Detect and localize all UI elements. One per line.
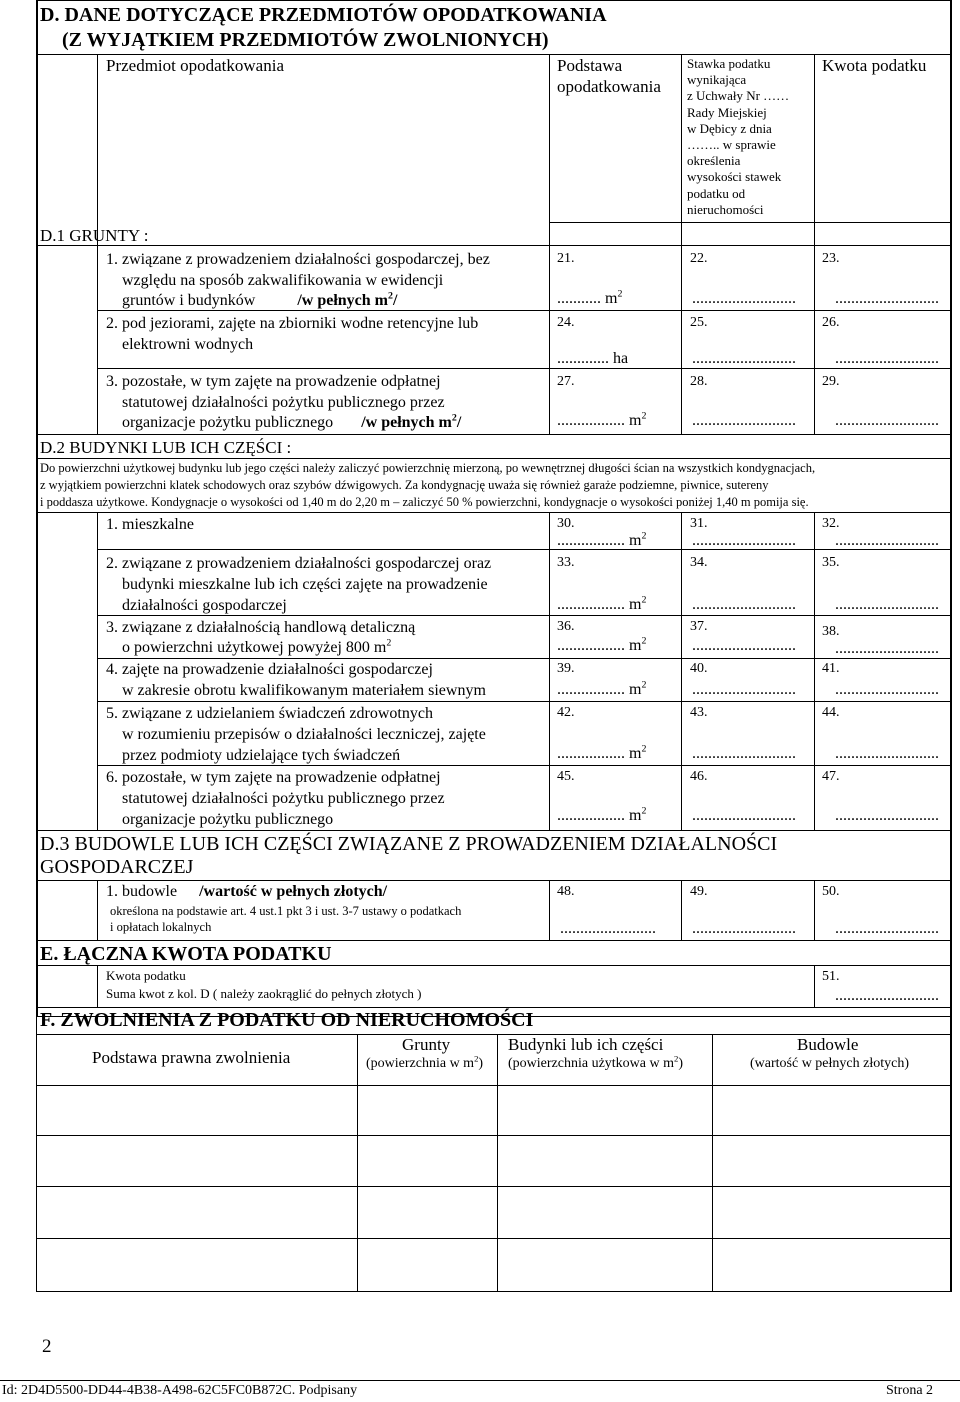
header-rate-line: wysokości stawek <box>687 169 782 185</box>
d2-r6-line1: 6. pozostałe, w tym zajęte na prowadzenie odpłatnej <box>106 769 441 786</box>
f-col2 <box>497 1034 498 1292</box>
d2-title: D.2 BUDYNKI LUB ICH CZĘŚCI : <box>40 438 292 457</box>
d1-r3-n2: 28. <box>690 374 708 389</box>
d3-bottom-line <box>36 940 952 941</box>
d2-r1-basis: ................. $m^2$ <box>557 530 647 549</box>
e-amount-dots: .......................... <box>835 987 939 1004</box>
f-row3 <box>36 1238 952 1239</box>
d2-r3-n1: 36. <box>557 619 575 634</box>
d1-row2-line <box>97 368 952 369</box>
d2-r6-line <box>36 830 952 831</box>
d3-col1 <box>549 880 550 940</box>
d1-r1-n3: 23. <box>822 251 840 266</box>
e-title: E. ŁĄCZNA KWOTA PODATKU <box>40 943 332 965</box>
d2-r2-basis: ................. $m^2$ <box>557 594 647 613</box>
d2-r6-basis: ................. $m^2$ <box>557 805 647 824</box>
d2-col1 <box>549 512 550 830</box>
header-rate-line: nieruchomości <box>687 201 764 217</box>
d3-r1-line1: 1. budowle /wartość w pełnych złotych/ <box>106 883 388 900</box>
d2-r3-line1: 3. związane z działalnością handlową detaliczną <box>106 619 416 636</box>
d2-r2-rate: .......................... <box>692 596 796 613</box>
d2-r3-basis: ................. $m^2$ <box>557 635 647 654</box>
d2-r5-line <box>97 765 952 766</box>
d1-r2-n1: 24. <box>557 315 575 330</box>
d3-col3 <box>814 880 815 940</box>
d2-note-1: Do powierzchni użytkowej budynku lub jego części należy zaliczyć powierzchnię mierzoną, po wewnętrznej długości ścian na wszystkich kondygnacjach, <box>40 461 816 475</box>
outer-left-border <box>36 0 38 1016</box>
d2-r4-amount: .......................... <box>835 681 939 698</box>
header-rate-line: w Dębicy z dnia <box>687 120 772 136</box>
e-line2: Suma kwot z kol. D ( należy zaokrąglić do pełnych złotych ) <box>106 986 422 1001</box>
f-col-buildings-sub: (powierzchnia użytkowa w $m^2$) <box>508 1053 684 1071</box>
d1-r2-basis: ............. ha <box>557 350 629 367</box>
d2-r6-n2: 46. <box>690 769 708 784</box>
d2-r4-line1: 4. zajęte na prowadzenie działalności gospodarczej <box>106 661 433 678</box>
d2-r5-line2: w rozumieniu przepisów o działalności leczniczej, zajęte <box>122 726 486 743</box>
d1-r3-basis: ................. $m^2$ <box>557 410 647 429</box>
d1-r2-n2: 25. <box>690 315 708 330</box>
d2-r6-line2: statutowej działalności pożytku publicznego przez <box>122 790 445 807</box>
d1-r1-line1: 1. związane z prowadzeniem działalności gospodarczej, bez <box>106 251 490 268</box>
d2-r6-n3: 47. <box>822 769 840 784</box>
e-inner-left <box>97 965 98 1007</box>
d2-r1-line1: 1. mieszkalne <box>106 516 194 533</box>
d2-r4-n3: 41. <box>822 661 840 676</box>
d1-row3-line <box>36 434 952 435</box>
d2-r2-line3: działalności gospodarczej <box>122 597 287 614</box>
section-d-title: D. DANE DOTYCZĄCE PRZEDMIOTÓW OPODATKOWANIA <box>40 4 607 26</box>
d3-n3: 50. <box>822 884 840 899</box>
d2-r5-line3: przez podmioty udzielające tych świadczeń <box>122 747 401 764</box>
outer-right-border <box>950 0 952 1016</box>
footer-page: Strona 2 <box>886 1383 934 1398</box>
f-row4 <box>36 1291 952 1292</box>
d1-r1-basis: ........... $m^2$ <box>557 288 623 307</box>
d1-r1-rate-dots: .......................... <box>692 290 796 307</box>
d2-r6-amount: .......................... <box>835 807 939 824</box>
d3-inner-left <box>97 880 98 940</box>
f-right <box>950 1016 952 1292</box>
d1-r1-line3: gruntów i budynków /w pełnych $m^2/$ <box>122 290 398 309</box>
d2-r4-rate: .......................... <box>692 681 796 698</box>
header-rate-line: …….. w sprawie <box>687 137 776 153</box>
header-rate-line: Rady Miejskiej <box>687 104 767 120</box>
d2-r6-rate: .......................... <box>692 807 796 824</box>
header-rate-line: podatku od <box>687 185 746 201</box>
f-col-land-sub: (powierzchnia w $m^2$) <box>366 1053 484 1071</box>
d2-inner-left <box>97 512 98 830</box>
d3-title-2: GOSPODARCZEJ <box>40 856 194 878</box>
d2-r5-n1: 42. <box>557 705 575 720</box>
footer-id: Id: 2D4D5500-DD44-4B38-A498-62C5FC0B872C. Podpisany <box>2 1383 358 1398</box>
d1-r1-amount-dots: .......................... <box>835 290 939 307</box>
d2-r3-amount: .......................... <box>835 640 939 657</box>
section-d-subtitle: (Z WYJĄTKIEM PRZEDMIOTÓW ZWOLNIONYCH) <box>62 29 549 51</box>
d2-note-3: i poddasza użytkowe. Kondygnacje o wysokości od 1,40 m do 2,20 m – zaliczyć 50 % powierzchni, kondygnacje o wysokości poniżej 1,40 m pomija się. <box>40 495 809 509</box>
d1-r1-line2: względu na sposób zakwalifikowania w ewidencji <box>122 272 444 289</box>
header-rate-line: Stawka podatku <box>687 56 771 71</box>
d2-r1-rate: .......................... <box>692 532 796 549</box>
header-basis-2: opodatkowania <box>557 77 661 96</box>
d2-r6-n1: 45. <box>557 769 575 784</box>
header-rate-line: określenia <box>687 153 741 169</box>
d1-r2-n3: 26. <box>822 315 840 330</box>
col-rate-line <box>681 54 682 434</box>
d1-r1-n1: 21. <box>557 251 575 266</box>
header-rate-line: wynikająca <box>687 72 747 88</box>
d1-row1-line <box>97 310 952 311</box>
d2-r5-line1: 5. związane z udzielaniem świadczeń zdrowotnych <box>106 705 433 722</box>
d2-r1-n3: 32. <box>822 516 840 531</box>
d2-r1-line <box>97 549 952 550</box>
d2-r1-n2: 31. <box>690 516 708 531</box>
f-col-basis: Podstawa prawna zwolnienia <box>92 1048 291 1067</box>
d1-r3-line1: 3. pozostałe, w tym zajęte na prowadzenie odpłatnej <box>106 373 441 390</box>
d2-r2-line <box>97 615 952 616</box>
page-number: 2 <box>42 1336 52 1357</box>
f-row0 <box>36 1085 952 1086</box>
f-title: F. ZWOLNIENIA Z PODATKU OD NIERUCHOMOŚCI <box>40 1009 534 1031</box>
d2-r3-line2: o powierzchni użytkowej powyżej 800 $m^2$ <box>122 637 392 656</box>
header-basis-1: Podstawa <box>557 56 623 75</box>
outer-top-border <box>36 0 952 1</box>
d2-r3-n2: 37. <box>690 619 708 634</box>
d2-r4-line <box>97 701 952 702</box>
d2-col2 <box>681 512 682 830</box>
d2-r6-line3: organizacje pożytku publicznego <box>122 811 334 828</box>
f-left <box>36 1016 37 1292</box>
f-col-buildings: Budynki lub ich części <box>508 1035 664 1054</box>
d1-r3-line3: organizacje pożytku publicznego /w pełnych $m^2/$ <box>122 412 462 431</box>
d2-r4-basis: ................. $m^2$ <box>557 679 647 698</box>
f-row1 <box>36 1135 952 1136</box>
e-col <box>814 965 815 1007</box>
d2-r2-line1: 2. związane z prowadzeniem działalności gospodarczej oraz <box>106 555 492 572</box>
e-line1: Kwota podatku <box>106 968 186 983</box>
d1-r3-n1: 27. <box>557 374 575 389</box>
d1-r3-line2: statutowej działalności pożytku publicznego przez <box>122 394 445 411</box>
e-bottom-line <box>36 1007 952 1008</box>
d2-title-line <box>36 458 952 459</box>
d2-r1-amount: .......................... <box>835 532 939 549</box>
d2-col3 <box>814 512 815 830</box>
f-col-structures-sub: (wartość w pełnych złotych) <box>750 1056 909 1071</box>
d2-r4-n1: 39. <box>557 661 575 676</box>
d2-r4-line2: w zakresie obrotu kwalifikowanym materiałem siewnym <box>122 682 486 699</box>
d3-rate-dots: .......................... <box>692 920 796 937</box>
d1-title: D.1 GRUNTY : <box>40 226 149 245</box>
d2-r3-line <box>97 658 952 659</box>
d2-r3-n3: 38. <box>822 624 840 639</box>
d1-r3-n3: 29. <box>822 374 840 389</box>
d3-basis-dots: ........................ <box>560 920 656 937</box>
d1-r2-line2: elektrowni wodnych <box>122 336 254 353</box>
col-amount-line <box>814 54 815 434</box>
d1-r2-amount-dots: .......................... <box>835 350 939 367</box>
d3-r1-line3: i opłatach lokalnych <box>110 920 212 934</box>
d2-r2-amount: .......................... <box>835 596 939 613</box>
d1-r2-line1: 2. pod jeziorami, zajęte na zbiorniki wodne retencyjne lub <box>106 315 479 332</box>
d1-r1-n2: 22. <box>690 251 708 266</box>
d2-r5-basis: ................. $m^2$ <box>557 743 647 762</box>
d3-amount-dots: .......................... <box>835 920 939 937</box>
d1-r3-amount-dots: .......................... <box>835 412 939 429</box>
d1-r2-rate-dots: .......................... <box>692 350 796 367</box>
f-row2 <box>36 1186 952 1187</box>
f-col-structures: Budowle <box>797 1035 859 1054</box>
d2-r2-line2: budynki mieszkalne lub ich części zajęte na prowadzenie <box>122 576 488 593</box>
d3-title-1: D.3 BUDOWLE LUB ICH CZĘŚCI ZWIĄZANE Z PROWADZENIEM DZIAŁALNOŚCI <box>40 833 778 855</box>
d2-r5-n2: 43. <box>690 705 708 720</box>
f-col1 <box>357 1034 358 1292</box>
f-col-land: Grunty <box>402 1035 451 1054</box>
d1-r3-rate-dots: .......................... <box>692 412 796 429</box>
d2-r3-rate: .......................... <box>692 637 796 654</box>
e-n: 51. <box>822 969 840 984</box>
d2-r2-n2: 34. <box>690 555 708 570</box>
col-basis-line <box>549 54 550 434</box>
header-rate-line: z Uchwały Nr …… <box>687 88 790 104</box>
header-bottom-line <box>549 222 952 223</box>
footer-rule <box>0 1380 960 1381</box>
d2-note-2: z wyjątkiem powierzchni klatek schodowych oraz szybów dźwigowych. Za kondygnację uważa się również garaże podziemne, piwnice, sutereny <box>40 478 769 492</box>
d1-title-line <box>36 245 952 246</box>
d2-r5-amount: .......................... <box>835 745 939 762</box>
d2-r2-n3: 35. <box>822 555 840 570</box>
d2-r4-n2: 40. <box>690 661 708 676</box>
d3-n1: 48. <box>557 884 575 899</box>
f-col3 <box>712 1034 713 1292</box>
header-subject: Przedmiot opodatkowania <box>106 56 284 75</box>
d2-r5-rate: .......................... <box>692 745 796 762</box>
d2-r1-n1: 30. <box>557 516 575 531</box>
d2-r2-n1: 33. <box>557 555 575 570</box>
d2-r5-n3: 44. <box>822 705 840 720</box>
d3-r1-line2: określona na podstawie art. 4 ust.1 pkt 3 i ust. 3-7 ustawy o podatkach <box>110 904 462 918</box>
d3-col2 <box>681 880 682 940</box>
d3-n2: 49. <box>690 884 708 899</box>
header-rate <box>687 56 789 218</box>
header-amount: Kwota podatku <box>822 56 927 75</box>
